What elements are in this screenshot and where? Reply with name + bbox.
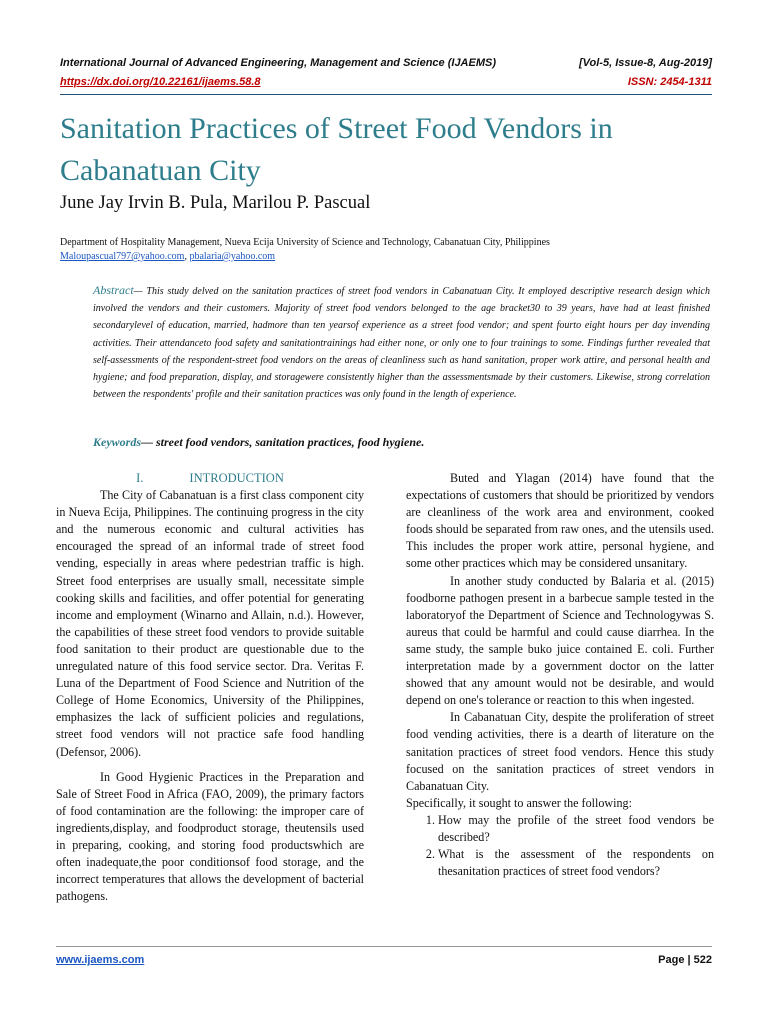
keywords-label: Keywords (93, 435, 141, 449)
journal-name: International Journal of Advanced Engineering, Management and Science (IJAEMS) (60, 57, 497, 69)
paragraph: In another study conducted by Balaria et al. (2015) foodborne pathogen present in a barbecue sample tested in the laboratoryof the Department of Science and Technologywas S. aureus that could be harmful and could cause diarrhea. In the same study, the sample buko juice contained E. coli. Further interpretation made by a government doctor on the latter showed that any amount would not be desirable, and would depend on one's tolerance or reaction to this when ingested. (406, 573, 714, 708)
section-number: I. (136, 471, 144, 485)
journal-header (60, 54, 712, 95)
issn: ISSN: 2454-1311 (627, 76, 712, 88)
left-column (56, 470, 364, 905)
specifically-line: Specifically, it sought to answer the following: (406, 795, 632, 810)
abstract (93, 282, 710, 403)
header-rule (60, 94, 712, 95)
email-link-1[interactable]: Maloupascual797@yahoo.com (60, 251, 185, 262)
section-heading (56, 470, 364, 487)
keywords (93, 435, 424, 450)
page-number: Page | 522 (658, 954, 712, 966)
affiliation-block (60, 236, 720, 264)
emails: Maloupascual797@yahoo.com, pbalaria@yahoo.com (60, 251, 276, 262)
page-footer (56, 954, 712, 966)
affiliation: Department of Hospitality Management, Nueva Ecija University of Science and Technology, Cabanatuan City, Philippines (60, 237, 550, 248)
abstract-text: — This study delved on the sanitation practices of street food vendors in Cabanatuan City. It employed descriptive research design which involved the vendors and their customers. Majority of street food vendors belonged to the age bracket30 to 39 years, have had at least finished secondarylevel of education, married, hadmore than ten yearsof experience as a street food vendor; and spent fourto eight hours per day invending activities. Their attendanceto food safety and sanitationtrainings had either none, or only one to four trainings to some. Findings further revealed that self-assessments of the respondent-street food vendors on the areas of cleanliness such as hand sanitation, proper work attire, and personal health and hygiene; and food preparation, display, and storagewere consistently higher than the assessmentsmade by their customers. Likewise, strong correlation between the respondents' profile and their sanitation practices was only found in the length of experience. (93, 286, 710, 401)
email-link-2[interactable]: pbalaria@yahoo.com (189, 251, 276, 262)
paragraph: Buted and Ylagan (2014) have found that the expectations of customers that should be prioritized by vendors are cleanliness of the work area and environment, cooked foods should be separated from raw ones, and the utensils used. This includes the proper work attire, personal hygiene, and some other practices which may be considered unsanitary. (406, 471, 714, 571)
paragraph: In Cabanatuan City, despite the proliferation of street food vending activities, there is a dearth of literature on the sanitation practices of street food vendors. Hence this study focused on the sanitation practices of street vendors in Cabanatuan City. (406, 710, 714, 793)
volume-info: [Vol-5, Issue-8, Aug-2019] (578, 57, 712, 69)
authors: June Jay Irvin B. Pula, Marilou P. Pascual (60, 193, 371, 213)
keywords-text: — street food vendors, sanitation practices, food hygiene. (141, 435, 425, 449)
journal-site-link[interactable]: www.ijaems.com (56, 954, 145, 966)
paragraph: The City of Cabanatuan is a first class component city in Nueva Ecija, Philippines. The continuing progress in the city and the numerous economic and cultural activities has encouraged the spread of an informal trade of street food vending, especially in areas where pedestrian traffic is high. Street food enterprises are usually small, necessitate simple cooking skills and facilities, and offer potential for generating income and employment (Winarno and Allain, n.d.). However, the capabilities of these street food vendors to provide suitable food sanitation to their product are questionable due to the unregulated nature of this food service sector. Dra. Veritas F. Luna of the Department of Food Science and Nutrition of the College of Home Economics, University of the Philippines, emphasizes the lack of sufficient policies and regulations, street food vendors will not practice safe food handling (Defensor, 2006). (56, 488, 364, 759)
doi-link[interactable]: https://dx.doi.org/10.22161/ijaems.58.8 (60, 76, 261, 88)
paper-title: Sanitation Practices of Street Food Vendors in Cabanatuan City (60, 112, 613, 187)
abstract-label: Abstract (93, 283, 134, 297)
paragraph: In Good Hygienic Practices in the Preparation and Sale of Street Food in Africa (FAO, 2009), the primary factors of food contamination are the following: the improper care of ingredients,display, and foodproduct storage, theutensils used in preparing, cooking, and storing food productswhich are often inadequate,the poor conditionsof food storage, and the incorrect temperatures that allows the development of bacterial pathogens. (56, 769, 364, 904)
list-item: 1. How may the profile of the street food vendors be described? (438, 812, 714, 846)
section-title: INTRODUCTION (189, 471, 284, 485)
footer-rule (56, 946, 712, 947)
right-column (406, 470, 714, 880)
list-item: 2. What is the assessment of the respondents on thesanitation practices of street food vendors? (438, 846, 714, 880)
research-questions (406, 812, 714, 880)
